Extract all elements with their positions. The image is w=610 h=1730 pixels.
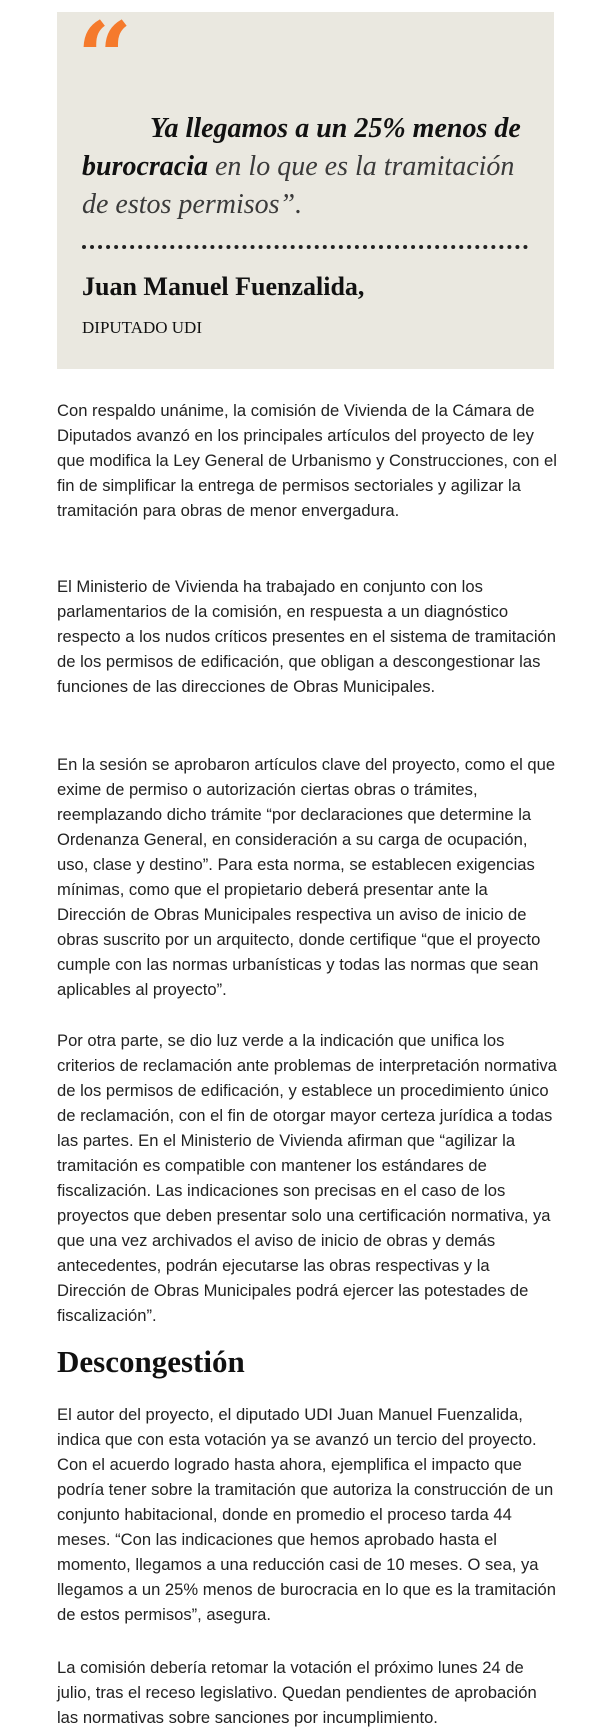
dotted-divider [82, 245, 528, 249]
quote-author-name: Juan Manuel Fuenzalida, [82, 272, 365, 301]
section-heading: Descongestión [57, 1344, 245, 1379]
article-paragraph: En la sesión se aprobaron artículos clave del proyecto, como el que exime de permiso o autorización ciertas obras o trámites, reemplazando dicho trámite “por declaraciones que determine la Ordenanza General, en consideración a su carga de ocupación, uso, clase y destino”. Para esta norma, se establecen exigencias mínimas, como que el propietario deberá presentar ante la Dirección de Obras Municipales respectiva un aviso de inicio de obras suscrito por un arquitecto, donde certifique “que el proyecto cumple con las normas urbanísticas y todas las normas que sean aplicables al proyecto”. [57, 755, 556, 999]
article-paragraph: El Ministerio de Vivienda ha trabajado en conjunto con los parlamentarios de la comisión, en respuesta a un diagnóstico respecto a los nudos críticos presentes en el sistema de tramitación de los permisos de edificación, que obligan a descongestionar las funciones de las direcciones de Obras Municipales. [57, 577, 556, 696]
article-paragraph: La comisión debería retomar la votación el próximo lunes 24 de julio, tras el receso legislativo. Quedan pendientes de aprobación las normativas sobre sanciones por incumplimiento. [57, 1658, 537, 1727]
pull-quote-rest: en lo que es la tramitación de estos permisos”. [82, 151, 515, 220]
pull-quote-box [57, 1, 554, 369]
article-paragraph: El autor del proyecto, el diputado UDI Juan Manuel Fuenzalida, indica que con esta votación ya se avanzó un tercio del proyecto. Con el acuerdo logrado hasta ahora, ejemplifica el impacto que podría tener sobre la tramitación que autoriza la construcción de un conjunto habitacional, donde en promedio el proceso tarda 44 meses. “Con las indicaciones que hemos aprobado hasta el momento, llegamos a una reducción casi de 10 meses. O sea, ya llegamos a un 25% menos de burocracia en lo que es la tramitación de estos permisos”, asegura. [57, 1405, 557, 1624]
article-paragraph: Con respaldo unánime, la comisión de Vivienda de la Cámara de Diputados avanzó en los principales artículos del proyecto de ley que modifica la Ley General de Urbanismo y Construcciones, con el fin de simplificar la entrega de permisos sectoriales y agilizar la tramitación para obras de menor envergadura. [57, 401, 557, 520]
quote-mark-icon: “ [77, 1, 127, 114]
article-paragraph: Por otra parte, se dio luz verde a la indicación que unifica los criterios de reclamación ante problemas de interpretación normativa de los permisos de edificación, y establece un procedimiento único de reclamación, con el fin de otorgar mayor certeza jurídica a todas las partes. En el Ministerio de Vivienda afirman que “agilizar la tramitación es compatible con mantener los estándares de fiscalización. Las indicaciones son precisas en el caso de los proyectos que deben presentar solo una certificación normativa, ya que una vez archivados el aviso de inicio de obras y demás antecedentes, podrán ejecutarse las obras respectivas y la Dirección de Obras Municipales podrá ejercer las potestades de fiscalización”. [57, 1031, 557, 1325]
quote-author-role: DIPUTADO UDI [82, 318, 202, 337]
pull-quote-text [82, 110, 527, 224]
pull-quote-emphasis: Ya llegamos a un 25% menos de burocracia [82, 113, 521, 182]
